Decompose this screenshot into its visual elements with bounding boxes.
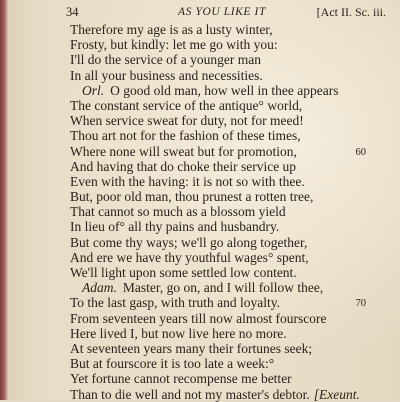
verse-text bbox=[0, 22, 400, 402]
line-content: Master, go on, and I will follow thee, bbox=[122, 280, 324, 296]
line-text bbox=[70, 326, 287, 341]
line-text bbox=[82, 280, 323, 295]
line-content: Even with the having: it is not so with thee. bbox=[70, 173, 305, 189]
verse-line bbox=[0, 341, 400, 356]
line-content: From seventeen years till now almost fourscore bbox=[70, 310, 327, 326]
line-text bbox=[70, 204, 286, 219]
line-text bbox=[70, 159, 296, 174]
verse-line bbox=[0, 52, 400, 67]
verse-line bbox=[0, 326, 400, 341]
line-text bbox=[70, 371, 292, 386]
verse-line bbox=[0, 265, 400, 280]
line-content: To the last gasp, with truth and loyalty. bbox=[70, 295, 281, 311]
line-content: In lieu of° all thy pains and husbandry. bbox=[70, 219, 280, 235]
line-content: Here lived I, but now live here no more. bbox=[70, 325, 287, 341]
verse-line bbox=[0, 37, 400, 52]
line-content: Frosty, but kindly: let me go with you: bbox=[70, 37, 278, 53]
line-text bbox=[70, 128, 301, 143]
line-text bbox=[70, 311, 326, 326]
line-number: 60 bbox=[355, 146, 366, 158]
verse-line bbox=[0, 113, 400, 128]
line-text bbox=[70, 22, 273, 37]
verse-line bbox=[0, 98, 400, 113]
line-text bbox=[70, 341, 312, 356]
page-number: 34 bbox=[66, 5, 79, 19]
speaker-name: Orl. bbox=[82, 82, 105, 98]
line-text bbox=[70, 250, 309, 265]
line-content: But come thy ways; we'll go along together, bbox=[70, 234, 308, 250]
line-content: In all your business and necessities. bbox=[70, 67, 263, 83]
verse-line bbox=[0, 235, 400, 250]
verse-line bbox=[0, 295, 400, 310]
verse-line bbox=[0, 128, 400, 143]
verse-line bbox=[0, 371, 400, 386]
verse-line bbox=[0, 174, 400, 189]
verse-line bbox=[0, 144, 400, 159]
line-text bbox=[70, 52, 261, 67]
line-content: Yet fortune cannot recompense me better bbox=[70, 371, 292, 387]
line-text bbox=[82, 83, 338, 98]
line-text bbox=[70, 189, 313, 204]
verse-line bbox=[0, 83, 400, 98]
line-content: Therefore my age is as a lusty winter, bbox=[70, 22, 273, 37]
line-text bbox=[70, 98, 302, 113]
line-text bbox=[70, 68, 263, 83]
verse-line bbox=[0, 387, 400, 402]
line-text bbox=[70, 37, 278, 52]
line-content: But at fourscore it is too late a week:° bbox=[70, 356, 275, 372]
line-content: O good old man, how well in thee appears bbox=[110, 82, 339, 98]
line-content: And ere we have thy youthful wages° spent, bbox=[70, 249, 309, 265]
verse-line bbox=[0, 68, 400, 83]
speaker-name: Adam. bbox=[82, 280, 117, 296]
line-text bbox=[70, 144, 297, 159]
line-content: Than to die well and not my master's debtor. bbox=[70, 386, 310, 402]
line-text bbox=[70, 356, 274, 371]
line-content: Where none will sweat but for promotion, bbox=[70, 143, 297, 159]
line-content: At seventeen years many their fortunes seek; bbox=[70, 340, 313, 356]
verse-line bbox=[0, 356, 400, 371]
line-content: And having that do choke their service up bbox=[70, 158, 297, 174]
line-content: That cannot so much as a blossom yield bbox=[70, 204, 286, 220]
line-text bbox=[70, 265, 297, 280]
line-text bbox=[70, 174, 305, 189]
running-title: AS YOU LIKE IT bbox=[178, 6, 266, 18]
running-header bbox=[66, 4, 386, 20]
line-content: We'll light upon some settled low content. bbox=[70, 265, 297, 280]
act-scene-label: [Act II. Sc. iii. bbox=[316, 5, 386, 19]
line-text bbox=[70, 235, 307, 250]
stage-direction: [Exeunt. bbox=[313, 386, 360, 402]
line-content: Thou art not for the fashion of these times, bbox=[70, 128, 301, 144]
line-text bbox=[70, 387, 360, 402]
line-content: But, poor old man, thou prunest a rotten tree, bbox=[70, 189, 314, 205]
verse-line bbox=[0, 159, 400, 174]
verse-line bbox=[0, 22, 400, 37]
verse-line bbox=[0, 280, 400, 295]
verse-line bbox=[0, 204, 400, 219]
line-text bbox=[70, 295, 280, 310]
verse-line bbox=[0, 250, 400, 265]
line-text bbox=[70, 219, 279, 234]
line-content: I'll do the service of a younger man bbox=[70, 52, 261, 68]
verse-line bbox=[0, 311, 400, 326]
line-text bbox=[70, 113, 304, 128]
line-content: The constant service of the antique° world, bbox=[70, 97, 303, 113]
verse-line bbox=[0, 189, 400, 204]
line-number: 70 bbox=[355, 298, 366, 310]
verse-line bbox=[0, 219, 400, 234]
line-content: When service sweat for duty, not for meed! bbox=[70, 113, 304, 129]
